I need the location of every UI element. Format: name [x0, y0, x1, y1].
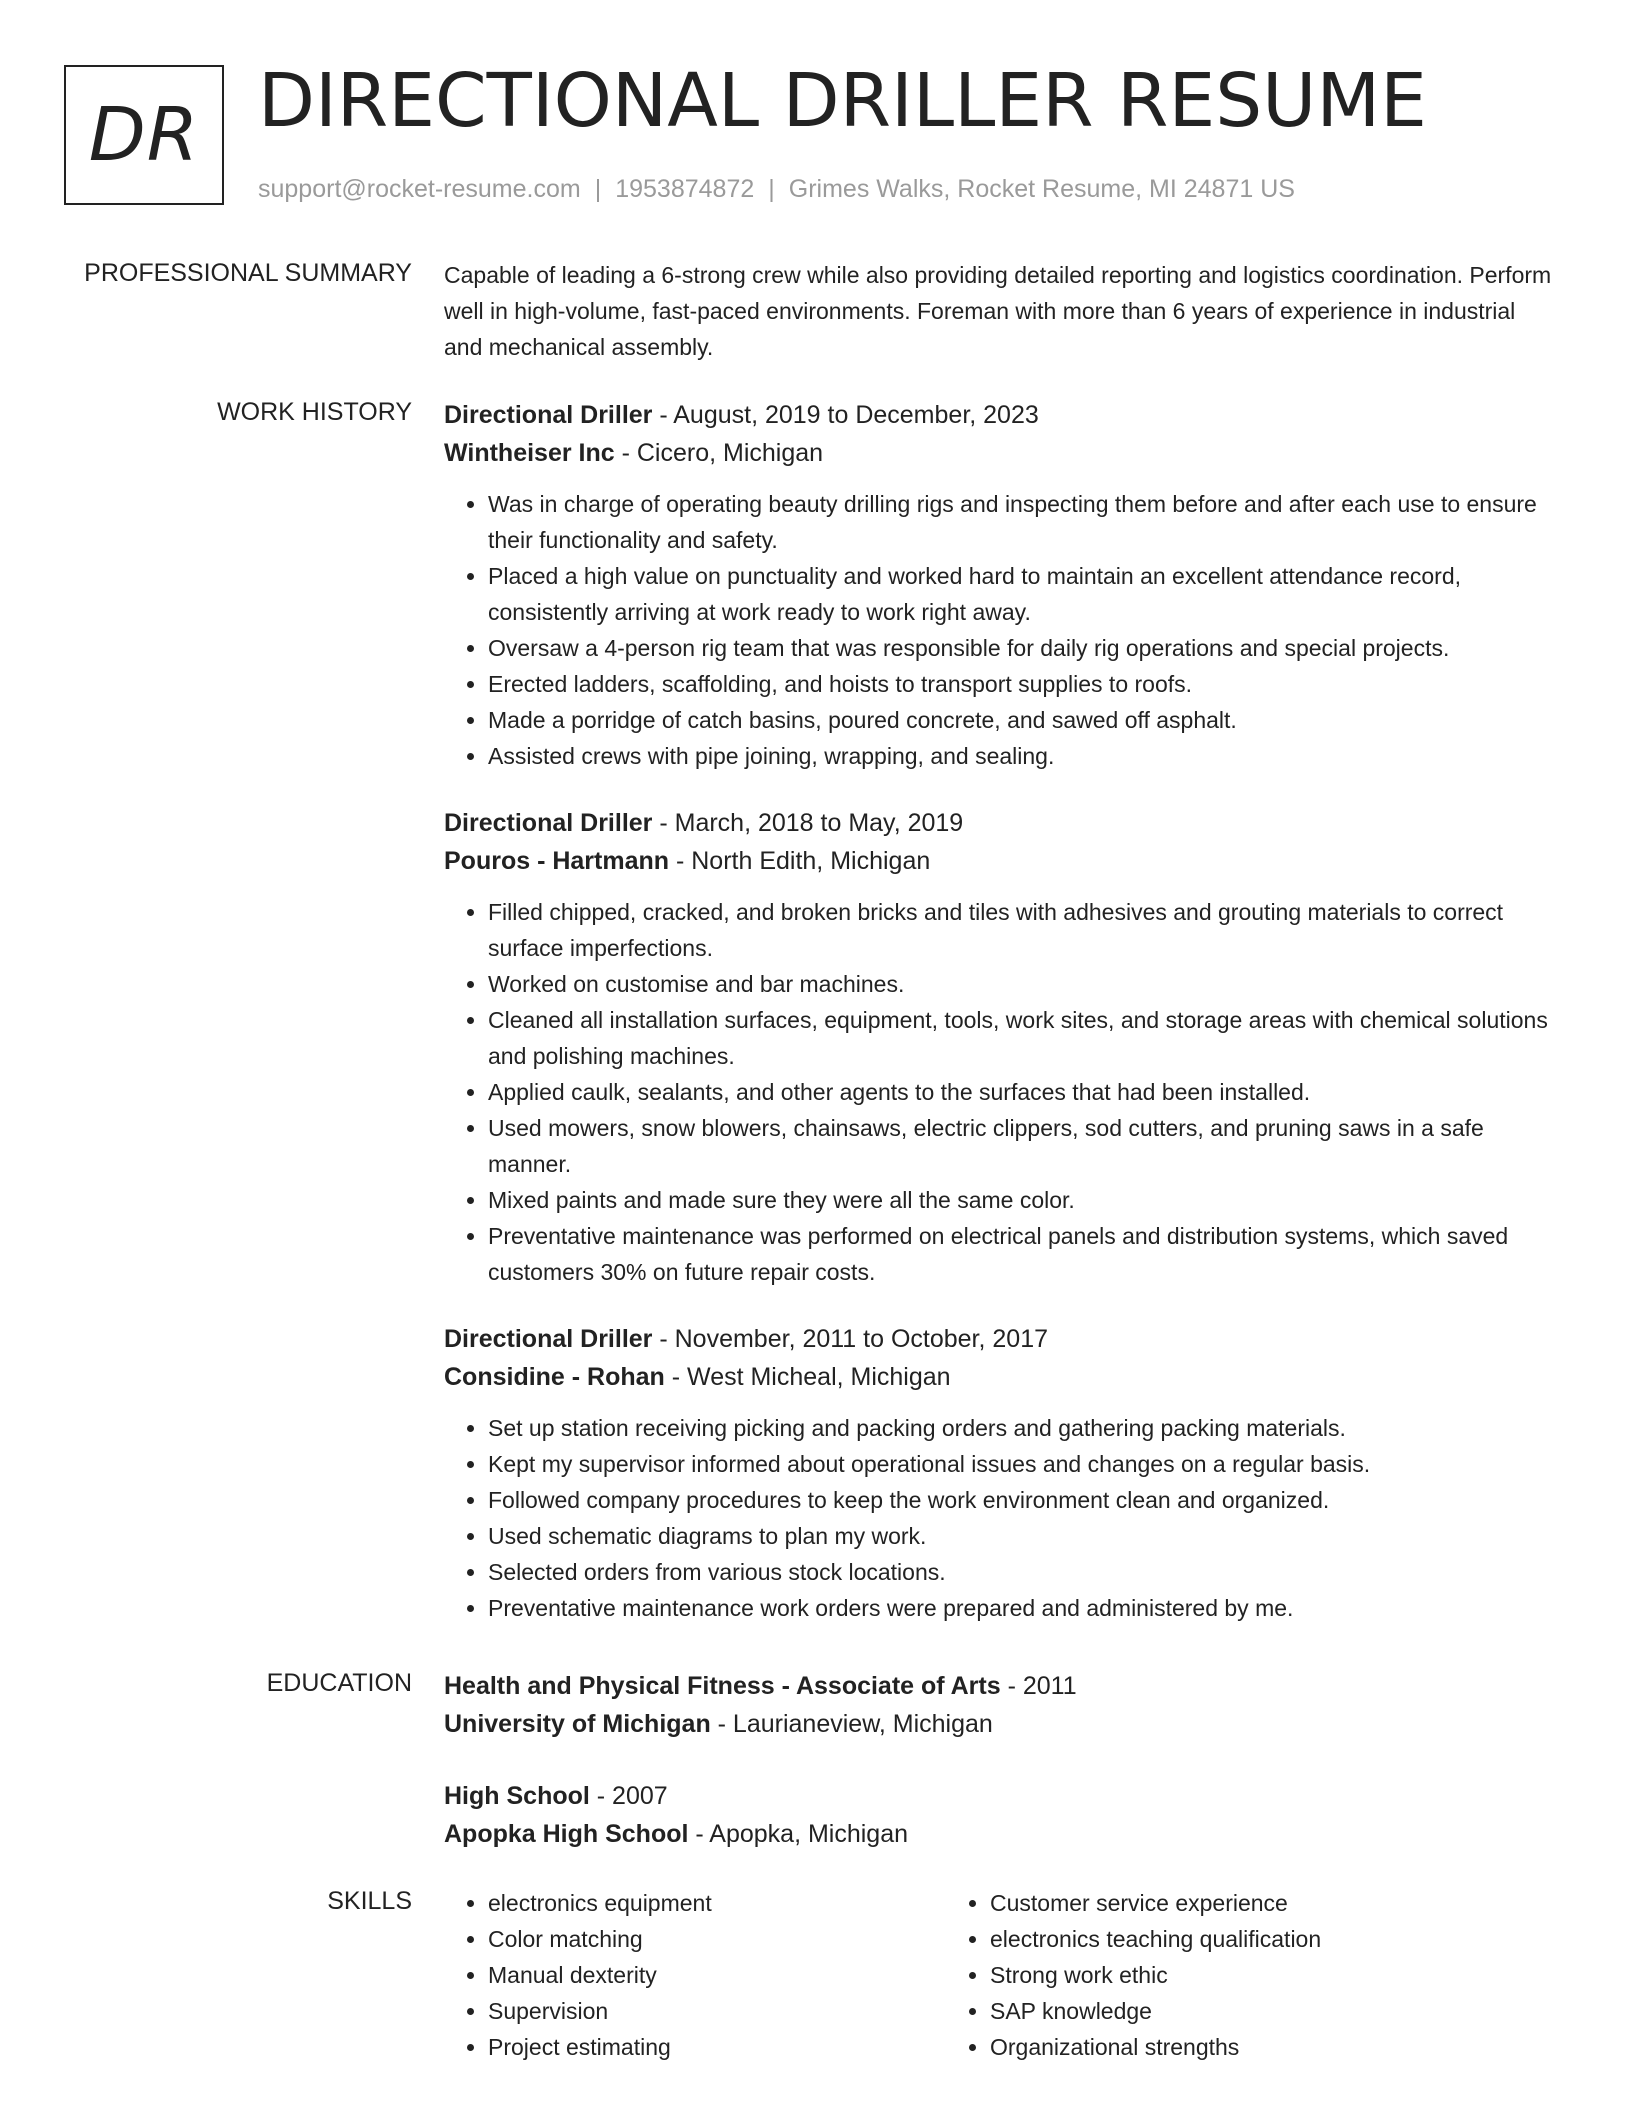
- job-entry: [444, 804, 1560, 1290]
- monogram-logo: DR: [64, 65, 224, 205]
- skill-item: • electronics teaching qualification: [990, 1921, 1448, 1957]
- job-company-line: [444, 1358, 1560, 1396]
- job-title-line: [444, 1320, 1560, 1358]
- skill-item: • Strong work ethic: [990, 1957, 1448, 1993]
- job-title-line: [444, 804, 1560, 842]
- contact-separator: |: [594, 175, 602, 203]
- job-location: - Cicero, Michigan: [614, 439, 824, 467]
- contact-phone: 1953874872: [615, 175, 755, 203]
- education-school: University of Michigan: [444, 1710, 711, 1738]
- job-dates: - March, 2018 to May, 2019: [652, 809, 964, 837]
- job-company: Wintheiser Inc: [444, 439, 615, 467]
- skill-item: • Manual dexterity: [488, 1957, 946, 1993]
- job-company: Pouros - Hartmann: [444, 847, 670, 875]
- skill-item: • Organizational strengths: [990, 2029, 1448, 2065]
- skill-item: • Color matching: [488, 1921, 946, 1957]
- job-location: - West Micheal, Michigan: [664, 1363, 951, 1391]
- list-item: • Set up station receiving picking and packing orders and gathering packing materials.: [488, 1410, 1560, 1446]
- section-title-summary: PROFESSIONAL SUMMARY: [84, 259, 412, 287]
- job-company: Considine - Rohan: [444, 1363, 665, 1391]
- job-role: Directional Driller: [444, 401, 653, 429]
- job-company-line: [444, 434, 1560, 472]
- skills-list-right: [946, 1885, 1448, 2065]
- skill-item: • Customer service experience: [990, 1885, 1448, 1921]
- list-item: • Mixed paints and made sure they were all the same color.: [488, 1182, 1560, 1218]
- education-school-line: [444, 1705, 1560, 1743]
- list-item: • Used mowers, snow blowers, chainsaws, electric clippers, sod cutters, and pruning saws in a safe manner.: [488, 1110, 1560, 1182]
- list-item: • Followed company procedures to keep the work environment clean and organized.: [488, 1482, 1560, 1518]
- job-entry: [444, 396, 1560, 774]
- education-degree-line: [444, 1777, 1560, 1815]
- job-duties-list: [444, 486, 1560, 774]
- skill-item: • Supervision: [488, 1993, 946, 2029]
- job-location: - North Edith, Michigan: [669, 847, 931, 875]
- list-item: • Used schematic diagrams to plan my work.: [488, 1518, 1560, 1554]
- job-duties-list: [444, 1410, 1560, 1626]
- summary-text: Capable of leading a 6-strong crew while also providing detailed reporting and logistics coordination. Perform well in high-volume, fast-paced environments. Foreman with more than 6 years of experience in industrial and mechanical assembly.: [444, 262, 1552, 360]
- education-year: - 2007: [589, 1782, 668, 1810]
- skills-list-left: [444, 1885, 946, 2065]
- list-item: • Placed a high value on punctuality and worked hard to maintain an excellent attendance record, consistently arriving at work ready to work right away.: [488, 558, 1560, 630]
- list-item: • Worked on customise and bar machines.: [488, 966, 1560, 1002]
- list-item: • Assisted crews with pipe joining, wrapping, and sealing.: [488, 738, 1560, 774]
- list-item: • Oversaw a 4-person rig team that was responsible for daily rig operations and special projects.: [488, 630, 1560, 666]
- education-school-line: [444, 1815, 1560, 1853]
- skill-item: • SAP knowledge: [990, 1993, 1448, 2029]
- job-duties-list: [444, 894, 1560, 1290]
- education-entry: [444, 1777, 1560, 1853]
- education-degree-line: [444, 1667, 1560, 1705]
- contact-line: [258, 174, 1295, 204]
- job-role: Directional Driller: [444, 809, 653, 837]
- education-location: - Laurianeview, Michigan: [710, 1710, 993, 1738]
- list-item: • Made a porridge of catch basins, poured concrete, and sawed off asphalt.: [488, 702, 1560, 738]
- education-degree: High School: [444, 1782, 590, 1810]
- list-item: • Erected ladders, scaffolding, and hoists to transport supplies to roofs.: [488, 666, 1560, 702]
- list-item: • Selected orders from various stock locations.: [488, 1554, 1560, 1590]
- education-school: Apopka High School: [444, 1820, 689, 1848]
- resume-title: DIRECTIONAL DRILLER RESUME: [258, 58, 1427, 144]
- list-item: • Was in charge of operating beauty drilling rigs and inspecting them before and after each use to ensure their functionality and safety.: [488, 486, 1560, 558]
- contact-email: support@rocket-resume.com: [258, 175, 581, 203]
- list-item: • Applied caulk, sealants, and other agents to the surfaces that had been installed.: [488, 1074, 1560, 1110]
- section-title-skills: SKILLS: [327, 1887, 412, 1915]
- education-year: - 2011: [1000, 1672, 1077, 1700]
- section-title-work-history: WORK HISTORY: [217, 398, 412, 426]
- list-item: • Preventative maintenance was performed on electrical panels and distribution systems, which saved customers 30% on future repair costs.: [488, 1218, 1560, 1290]
- list-item: • Cleaned all installation surfaces, equipment, tools, work sites, and storage areas with chemical solutions and polishing machines.: [488, 1002, 1560, 1074]
- education-location: - Apopka, Michigan: [688, 1820, 909, 1848]
- job-dates: - August, 2019 to December, 2023: [652, 401, 1039, 429]
- job-entry: [444, 1320, 1560, 1626]
- contact-address: Grimes Walks, Rocket Resume, MI 24871 US: [788, 175, 1295, 203]
- contact-separator: |: [768, 175, 775, 203]
- list-item: • Filled chipped, cracked, and broken bricks and tiles with adhesives and grouting materials to correct surface imperfections.: [488, 894, 1560, 966]
- job-title-line: [444, 396, 1560, 434]
- job-role: Directional Driller: [444, 1325, 653, 1353]
- list-item: • Kept my supervisor informed about operational issues and changes on a regular basis.: [488, 1446, 1560, 1482]
- section-title-education: EDUCATION: [266, 1669, 412, 1697]
- skill-item: • electronics equipment: [488, 1885, 946, 1921]
- education-degree: Health and Physical Fitness - Associate of Arts: [444, 1672, 1001, 1700]
- skills-columns: [444, 1885, 1560, 2065]
- job-company-line: [444, 842, 1560, 880]
- job-dates: - November, 2011 to October, 2017: [652, 1325, 1049, 1353]
- list-item: • Preventative maintenance work orders were prepared and administered by me.: [488, 1590, 1560, 1626]
- education-entry: [444, 1667, 1560, 1743]
- skill-item: • Project estimating: [488, 2029, 946, 2065]
